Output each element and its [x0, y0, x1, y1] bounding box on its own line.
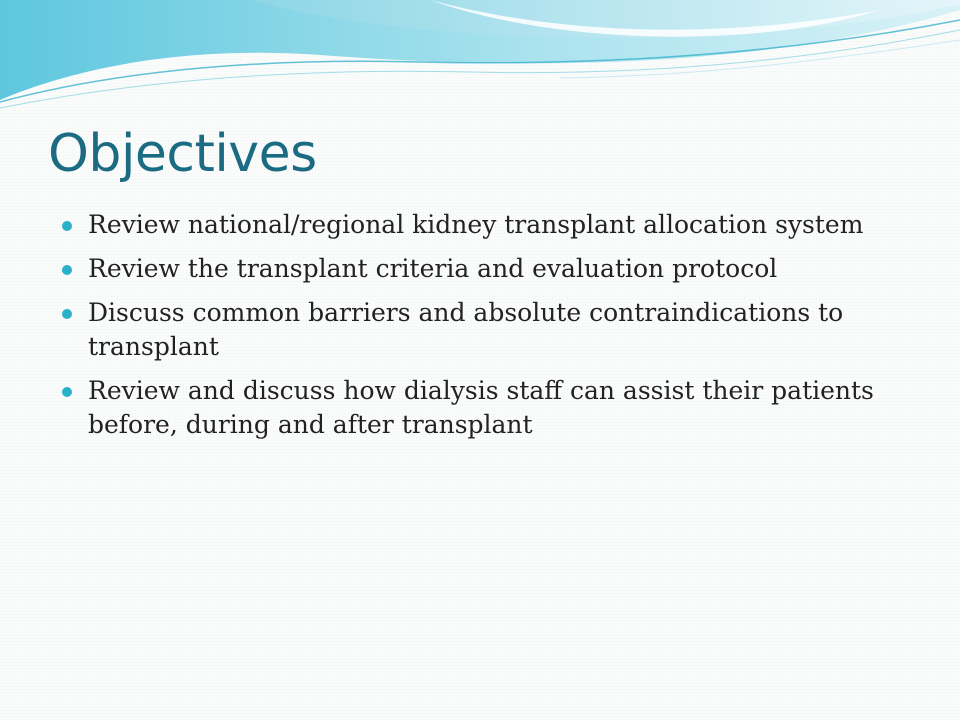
list-item	[62, 374, 902, 442]
bullet-list	[62, 208, 902, 452]
bullet-text: Discuss common barriers and absolute contraindications to transplant	[88, 298, 844, 361]
bullet-text: Review and discuss how dialysis staff can assist their patients before, during and after transplant	[88, 376, 874, 439]
slide-title: Objectives	[48, 124, 317, 184]
header-wave-decoration	[0, 0, 960, 130]
bullet-dot-icon	[62, 309, 72, 319]
list-item	[62, 252, 902, 286]
bullet-text: Review national/regional kidney transplant allocation system	[88, 210, 864, 239]
bullet-dot-icon	[62, 387, 72, 397]
bullet-text: Review the transplant criteria and evaluation protocol	[88, 254, 778, 283]
bullet-dot-icon	[62, 221, 72, 231]
list-item	[62, 296, 902, 364]
bullet-dot-icon	[62, 265, 72, 275]
list-item	[62, 208, 902, 242]
